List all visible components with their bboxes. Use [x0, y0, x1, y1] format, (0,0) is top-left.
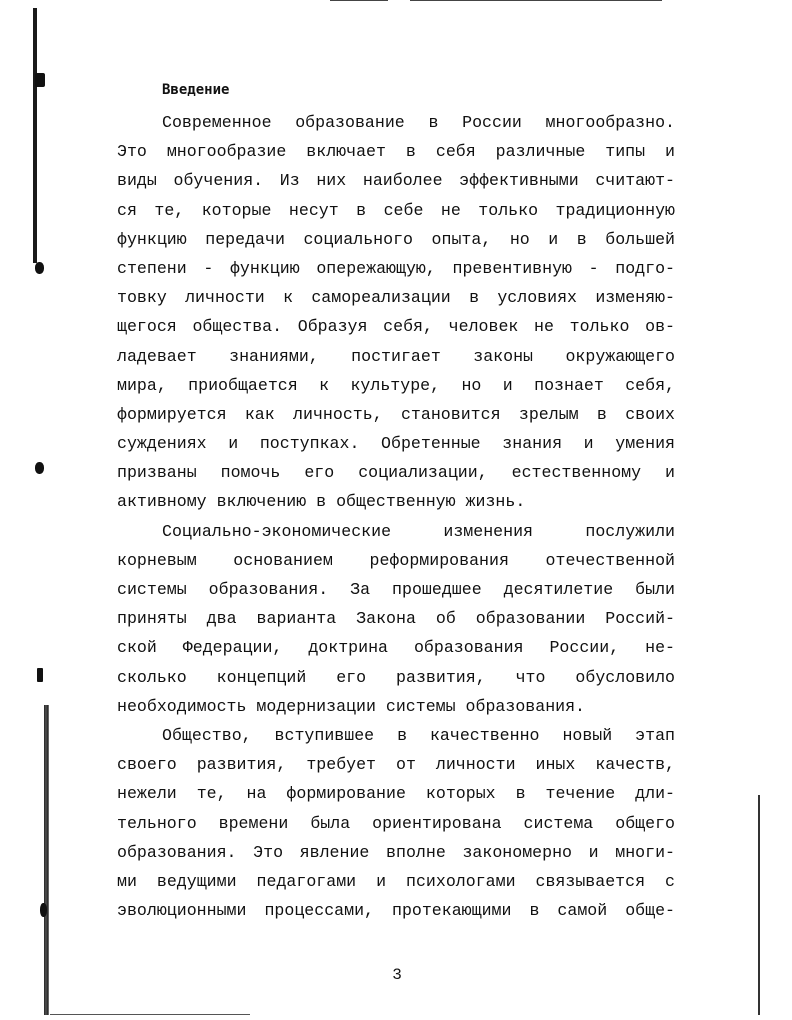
text-line: формируется как личность, становится зрелым в своих: [117, 404, 675, 424]
scan-artifact-left-edge-lower: [44, 705, 49, 1015]
text-line: мира, приобщается к культуре, но и познает себя,: [117, 375, 675, 395]
page-number: 3: [392, 966, 402, 984]
text-line: виды обучения. Из них наиболее эффективными считают-: [117, 171, 675, 191]
text-line: образования. Это явление вполне закономерно и многи-: [117, 842, 675, 862]
text-line: суждениях и поступках. Обретенные знания и умения: [117, 434, 675, 454]
text-line: ми ведущими педагогами и психологами связывается с: [117, 871, 675, 891]
text-line: нежели те, на формирование которых в течение дли-: [117, 784, 675, 804]
text-line: Общество, вступившее в качественно новый этап: [162, 725, 675, 745]
text-line: функцию передачи социального опыта, но и в большей: [117, 229, 675, 249]
text-line: степени - функцию опережающую, превентивную - подго-: [117, 258, 675, 278]
scan-artifact-left-edge: [33, 8, 37, 263]
scan-artifact-mark: [40, 903, 47, 917]
text-line: ской Федерации, доктрина образования России, не-: [117, 638, 675, 658]
text-line: Социально-экономические изменения послужили: [162, 521, 675, 541]
scan-artifact-top-line: [330, 0, 388, 1]
text-line: ладевает знаниями, постигает законы окружающего: [117, 346, 675, 366]
scan-artifact-mark: [35, 462, 44, 474]
text-line: приняты два варианта Закона об образовании Россий-: [117, 609, 675, 629]
text-line: товку личности к самореализации в условиях изменяю-: [117, 288, 675, 308]
text-line: тельного времени была ориентирована система общего: [117, 813, 675, 833]
body-text: [117, 108, 675, 925]
text-line: системы образования. За прошедшее десятилетие были: [117, 580, 675, 599]
scan-artifact-right-edge: [758, 795, 760, 1015]
scan-artifact-bottom-line: [50, 1014, 250, 1015]
section-heading: Введение: [162, 82, 230, 98]
text-line: эволюционными процессами, протекающими в самой обще-: [117, 901, 675, 921]
text-line: сколько концепций его развития, что обусловило: [117, 667, 675, 687]
scan-artifact-mark: [35, 73, 45, 87]
text-line: призваны помочь его социализации, естественному и: [117, 463, 675, 483]
text-line: корневым основанием реформирования отечественной: [117, 550, 675, 570]
text-line: активному включению в общественную жизнь.: [117, 492, 526, 512]
scan-artifact-mark: [35, 262, 44, 274]
text-line: необходимость модернизации системы образования.: [117, 696, 586, 716]
text-line: Современное образование в России многообразно.: [162, 113, 675, 132]
text-line: ся те, которые несут в себе не только традиционную: [117, 200, 675, 220]
text-line: Это многообразие включает в себя различные типы и: [117, 142, 675, 162]
scan-artifact-top-line: [410, 0, 662, 1]
text-line: щегося общества. Образуя себя, человек не только ов-: [117, 317, 675, 337]
text-line: своего развития, требует от личности иных качеств,: [117, 755, 675, 775]
scan-artifact-mark: [37, 668, 43, 682]
